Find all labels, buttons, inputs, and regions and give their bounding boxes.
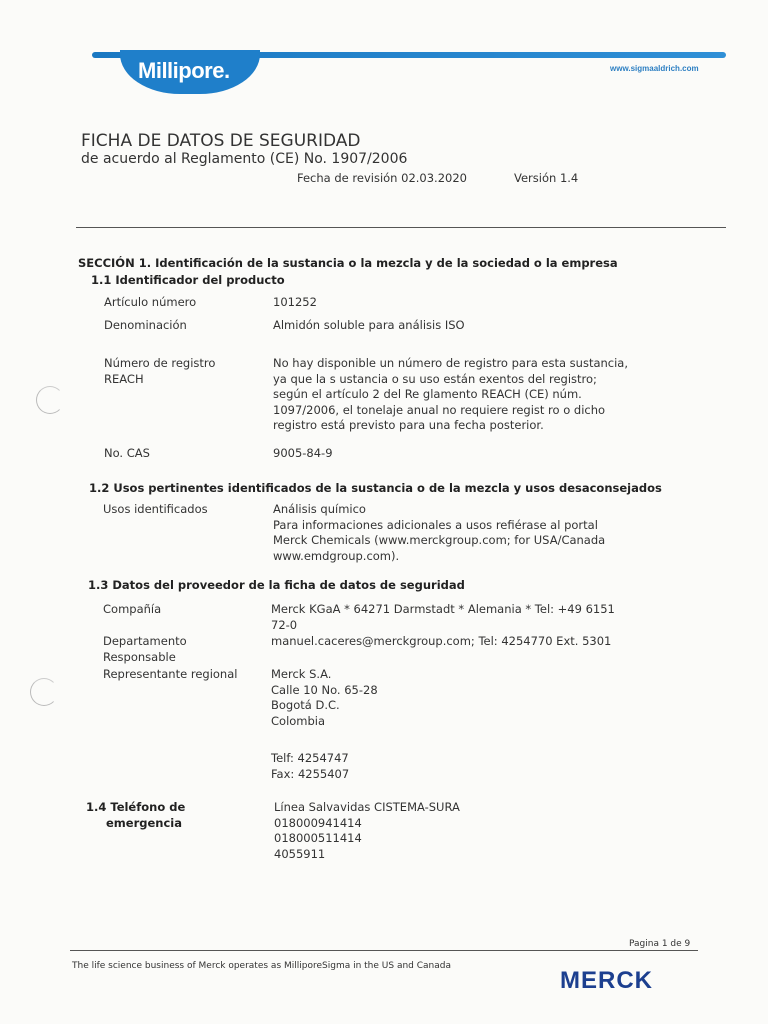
reach-value-line: registro está previsto para una fecha posterior. — [273, 418, 544, 432]
denomination-label: Denominación — [104, 318, 187, 332]
emergency-phone-line: Línea Salvavidas CISTEMA-SURA — [274, 800, 460, 814]
department-label-line: Departamento — [103, 634, 187, 648]
regional-rep-line: Colombia — [271, 713, 326, 728]
emergency-phone-line: 018000941414 — [274, 815, 362, 830]
subsection-1-4-heading — [86, 800, 185, 831]
regional-rep-line: Bogotá D.C. — [271, 698, 340, 712]
regional-rep-value — [271, 667, 378, 729]
uses-value-line: Para informaciones adicionales a usos refiérase al portal — [273, 517, 598, 532]
emergency-phone-value — [274, 800, 460, 862]
subsection-1-4-heading-line: 1.4 Teléfono de — [86, 800, 186, 814]
reach-label — [104, 356, 215, 387]
millipore-logo: Millipore. — [138, 58, 230, 83]
document-subtitle: de acuerdo al Reglamento (CE) No. 1907/2006 — [81, 151, 408, 167]
denomination-value: Almidón soluble para análisis ISO — [273, 318, 465, 332]
uses-label: Usos identificados — [103, 502, 208, 516]
divider-bottom — [70, 950, 698, 951]
website-url[interactable]: www.sigmaaldrich.com — [610, 64, 699, 73]
regional-rep-phone-line: Fax: 4255407 — [271, 766, 350, 781]
subsection-1-4-heading-line: emergencia — [106, 815, 182, 830]
company-value-line: 72-0 — [271, 617, 298, 632]
merck-logo: MERCK — [560, 967, 653, 994]
subsection-1-2-heading: 1.2 Usos pertinentes identificados de la sustancia o de la mezcla y usos desaconsejados — [89, 481, 662, 495]
page-number: Pagina 1 de 9 — [629, 939, 691, 949]
department-value[interactable]: manuel.caceres@merckgroup.com; Tel: 4254770 Ext. 5301 — [271, 634, 612, 648]
footer-text: The life science business of Merck operates as MilliporeSigma in the US and Canada — [72, 961, 451, 971]
divider-top — [76, 227, 726, 228]
company-label: Compañía — [103, 602, 162, 616]
reach-label-line: Número de registro — [104, 356, 216, 370]
regional-rep-phone-line: Telf: 4254747 — [271, 751, 349, 765]
article-number-value: 101252 — [273, 295, 317, 309]
uses-value — [273, 502, 605, 564]
reach-value-line: 1097/2006, el tonelaje anual no requiere regist ro o dicho — [273, 402, 606, 417]
reach-value-line: según el artículo 2 del Re glamento REACH (CE) núm. — [273, 387, 582, 401]
cas-label: No. CAS — [104, 446, 150, 460]
regional-rep-phone — [271, 751, 349, 782]
uses-value-line: Merck Chemicals (www.merckgroup.com; for USA/Canada — [273, 533, 606, 547]
department-label-line: Responsable — [103, 649, 176, 664]
punch-hole — [30, 678, 58, 706]
company-value — [271, 602, 615, 633]
punch-hole — [36, 386, 64, 414]
version-label: Versión 1.4 — [514, 171, 579, 185]
document-title: FICHA DE DATOS DE SEGURIDAD — [81, 131, 361, 151]
subsection-1-1-heading: 1.1 Identificador del producto — [91, 273, 285, 287]
subsection-1-3-heading: 1.3 Datos del proveedor de la ficha de datos de seguridad — [88, 578, 465, 592]
reach-value-line: ya que la s ustancia o su uso están exentos del registro; — [273, 371, 597, 386]
reach-label-line: REACH — [104, 371, 144, 386]
cas-value: 9005-84-9 — [273, 446, 333, 460]
article-number-label: Artículo número — [104, 295, 197, 309]
section-heading: SECCIÓN 1. Identificación de la sustancia o la mezcla y de la sociedad o la empresa — [78, 256, 618, 270]
emergency-phone-line: 4055911 — [274, 846, 326, 861]
emergency-phone-line: 018000511414 — [274, 831, 362, 845]
regional-rep-line: Calle 10 No. 65-28 — [271, 682, 378, 697]
regional-rep-label: Representante regional — [103, 667, 238, 681]
regional-rep-line: Merck S.A. — [271, 667, 332, 681]
company-value-line: Merck KGaA * 64271 Darmstadt * Alemania * Tel: +49 6151 — [271, 602, 615, 616]
uses-value-line: Análisis químico — [273, 502, 366, 516]
department-label — [103, 634, 187, 665]
uses-value-line: www.emdgroup.com). — [273, 548, 400, 563]
reach-value-line: No hay disponible un número de registro para esta sustancia, — [273, 356, 629, 370]
reach-value — [273, 356, 628, 434]
revision-date: Fecha de revisión 02.03.2020 — [297, 171, 467, 185]
